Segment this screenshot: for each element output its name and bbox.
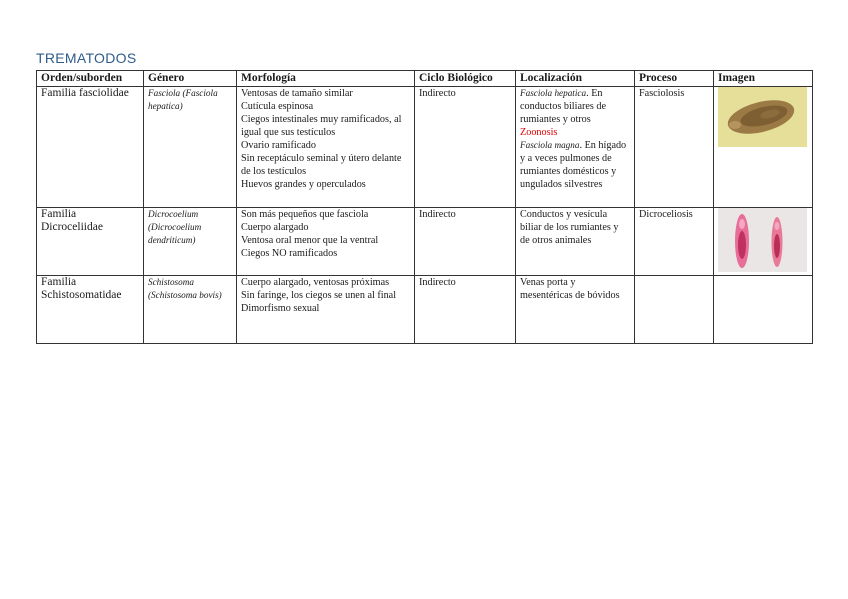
order-cell: Familia fasciolidae (37, 87, 144, 208)
zoonosis-label: Zoonosis (520, 127, 558, 138)
morphology-item: Sin faringe, los ciegos se unen al final (241, 290, 397, 301)
dicrocoelium-photo (718, 208, 808, 272)
morphology-item: Dimorfismo sexual (241, 303, 320, 314)
process-cell: Dicroceliosis (635, 208, 714, 276)
header-morphology: Morfología (237, 71, 415, 87)
location-text: . En conductos biliares de rumiantes y otros (520, 88, 607, 125)
morphology-item: Cuerpo alargado (241, 222, 309, 233)
header-order: Orden/suborden (37, 71, 144, 87)
genus-cell: Schistosoma (Schistosoma bovis) (144, 276, 237, 344)
morphology-item: Ovario ramificado (241, 140, 316, 151)
image-cell (714, 276, 813, 344)
morphology-item: Ciegos NO ramificados (241, 248, 338, 259)
morphology-item: Ventosa oral menor que la ventral (241, 235, 379, 246)
order-cell: Familia Schistosomatidae (37, 276, 144, 344)
morphology-item: Sin receptáculo seminal y útero delante de los testículos (241, 153, 402, 177)
cycle-cell: Indirecto (415, 87, 516, 208)
cycle-cell: Indirecto (415, 276, 516, 344)
genus-cell: Dicrocoelium (Dicrocoelium dendriticum) (144, 208, 237, 276)
header-cycle: Ciclo Biológico (415, 71, 516, 87)
trematodes-table (36, 70, 813, 344)
species-name: Fasciola magna (520, 140, 580, 150)
genus-cell: Fasciola (Fasciola hepatica) (144, 87, 237, 208)
header-image: Imagen (714, 71, 813, 87)
image-cell (714, 208, 813, 276)
process-cell: Fasciolosis (635, 87, 714, 208)
order-cell: Familia Dicroceliidae (37, 208, 144, 276)
location-cell (516, 87, 635, 208)
table-header-row (37, 71, 813, 87)
location-cell: Conductos y vesícula biliar de los rumiantes y de otros animales (516, 208, 635, 276)
table-row (37, 208, 813, 276)
table-row (37, 87, 813, 208)
page-title: TREMATODOS (36, 50, 137, 66)
morphology-cell (237, 87, 415, 208)
header-location: Localización (516, 71, 635, 87)
cycle-cell: Indirecto (415, 208, 516, 276)
morphology-cell (237, 276, 415, 344)
image-cell (714, 87, 813, 208)
header-process: Proceso (635, 71, 714, 87)
morphology-cell (237, 208, 415, 276)
location-cell: Venas porta y mesentéricas de bóvidos (516, 276, 635, 344)
fasciola-photo (718, 87, 808, 147)
morphology-item: Son más pequeños que fasciola (241, 209, 369, 220)
morphology-item: Ventosas de tamaño similar (241, 88, 353, 99)
morphology-item: Cutícula espinosa (241, 101, 314, 112)
morphology-item: Ciegos intestinales muy ramificados, al igual que sus testículos (241, 114, 402, 138)
process-cell (635, 276, 714, 344)
location-text: . En hígado y a veces pulmones de rumiantes domésticos y ungulados silvestres (520, 140, 627, 190)
table-row (37, 276, 813, 344)
species-name: Fasciola hepatica (520, 88, 587, 98)
header-genus: Género (144, 71, 237, 87)
morphology-item: Huevos grandes y operculados (241, 179, 366, 190)
morphology-item: Cuerpo alargado, ventosas próximas (241, 277, 390, 288)
